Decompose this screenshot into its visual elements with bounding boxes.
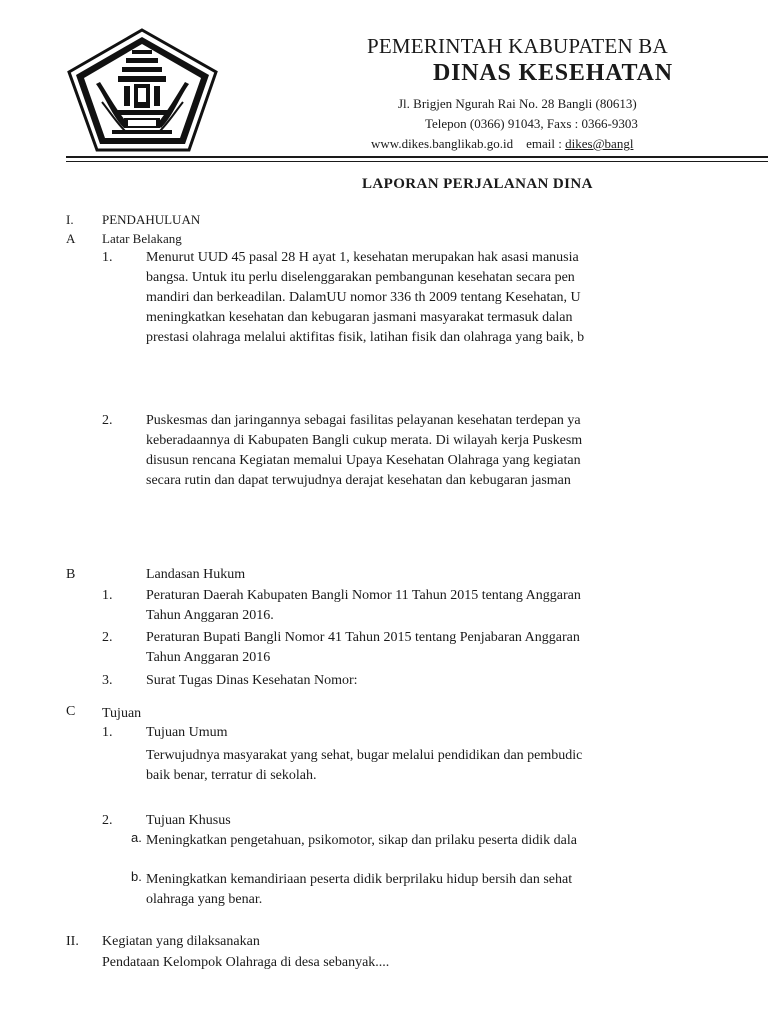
paragraph-1-line-4: meningkatkan kesehatan dan kebugaran jasmani masyarakat termasuk dalan xyxy=(146,310,573,325)
paragraph-2-line-3: disusun rencana Kegiatan memalui Upaya Kesehatan Olahraga yang kegiatan xyxy=(146,453,581,468)
letterhead-phone: Telepon (0366) 91043, Faxs : 0366-9303 xyxy=(425,116,638,131)
legal-basis-3-text: Surat Tugas Dinas Kesehatan Nomor: xyxy=(146,673,358,688)
goal-2-heading: Tujuan Khusus xyxy=(146,813,231,828)
goal-1-line-2: baik benar, terratur di sekolah. xyxy=(146,768,317,783)
letterhead-address: Jl. Brigjen Ngurah Rai No. 28 Bangli (80613) xyxy=(398,96,637,111)
letterhead-contact xyxy=(371,136,633,152)
goal-2a-text: Meningkatkan pengetahuan, psikomotor, sikap dan prilaku peserta didik dala xyxy=(146,833,577,848)
paragraph-1-line-5: prestasi olahraga melalui aktifitas fisik, latihan fisik dan olahraga yang baik, b xyxy=(146,330,585,345)
goal-1-line-1: Terwujudnya masyarakat yang sehat, bugar melalui pendidikan dan pembudic xyxy=(146,748,583,763)
paragraph-1-line-2: bangsa. Untuk itu perlu diselenggarakan pembangunan kesehatan secara pen xyxy=(146,270,575,285)
paragraph-2-line-1: Puskesmas dan jaringannya sebagai fasilitas pelayanan kesehatan terdepan ya xyxy=(146,413,581,428)
paragraph-1-line-3: mandiri dan berkeadilan. DalamUU nomor 336 th 2009 tentang Kesehatan, U xyxy=(146,290,581,305)
legal-basis-1-line-2: Tahun Anggaran 2016. xyxy=(146,608,274,623)
document-title: LAPORAN PERJALANAN DINA xyxy=(362,176,593,192)
section-2-text: Pendataan Kelompok Olahraga di desa sebanyak.... xyxy=(102,955,390,970)
legal-basis-1-line-1: Peraturan Daerah Kabupaten Bangli Nomor 11 Tahun 2015 tentang Anggaran xyxy=(146,588,581,603)
paragraph-1-line-1: Menurut UUD 45 pasal 28 H ayat 1, kesehatan merupakan hak asasi manusia xyxy=(146,250,579,265)
legal-basis-2-line-2: Tahun Anggaran 2016 xyxy=(146,650,271,665)
subsection-b-letter: B xyxy=(66,567,76,582)
paragraph-2-line-2: keberadaannya di Kabupaten Bangli cukup merata. Di wilayah kerja Puskesm xyxy=(146,433,583,448)
goal-1-number: 1. xyxy=(102,725,113,740)
header-rule-thick xyxy=(66,156,768,158)
subsection-a-letter: A xyxy=(66,231,76,246)
subsection-c-heading: Tujuan xyxy=(102,706,142,721)
subsection-c-letter: C xyxy=(66,704,76,719)
legal-basis-2-number: 2. xyxy=(102,630,113,645)
goal-1-heading: Tujuan Umum xyxy=(146,725,228,740)
bangli-regency-emblem xyxy=(66,28,219,153)
letterhead-email-label: email : xyxy=(526,136,562,151)
header-rule-thin xyxy=(66,161,768,162)
paragraph-2-line-4: secara rutin dan dapat terwujudnya derajat kesehatan dan kebugaran jasman xyxy=(146,473,571,488)
legal-basis-2-line-1: Peraturan Bupati Bangli Nomor 41 Tahun 2015 tentang Penjabaran Anggaran xyxy=(146,630,580,645)
section-2-number: II. xyxy=(66,934,79,949)
goal-2b-line-2: olahraga yang benar. xyxy=(146,892,263,907)
legal-basis-3-number: 3. xyxy=(102,673,113,688)
letterhead-agency: DINAS KESEHATAN xyxy=(433,60,673,86)
subsection-a-heading: Latar Belakang xyxy=(102,231,182,246)
letterhead-government: PEMERINTAH KABUPATEN BA xyxy=(367,34,668,58)
legal-basis-1-number: 1. xyxy=(102,588,113,603)
letterhead-website: www.dikes.banglikab.go.id xyxy=(371,136,514,151)
goal-2a-letter: a. xyxy=(131,830,142,845)
section-1-heading: PENDAHULUAN xyxy=(102,212,201,227)
goal-2b-line-1: Meningkatkan kemandiriaan peserta didik berprilaku hidup bersih dan sehat xyxy=(146,872,573,887)
paragraph-1-number: 1. xyxy=(102,250,113,265)
section-2-heading: Kegiatan yang dilaksanakan xyxy=(102,934,260,949)
goal-2b-letter: b. xyxy=(131,869,142,884)
goal-2-number: 2. xyxy=(102,813,113,828)
paragraph-2-number: 2. xyxy=(102,413,113,428)
letterhead-email[interactable]: dikes@bangl xyxy=(565,136,634,151)
subsection-b-heading: Landasan Hukum xyxy=(146,567,246,582)
section-1-number: I. xyxy=(66,212,74,227)
